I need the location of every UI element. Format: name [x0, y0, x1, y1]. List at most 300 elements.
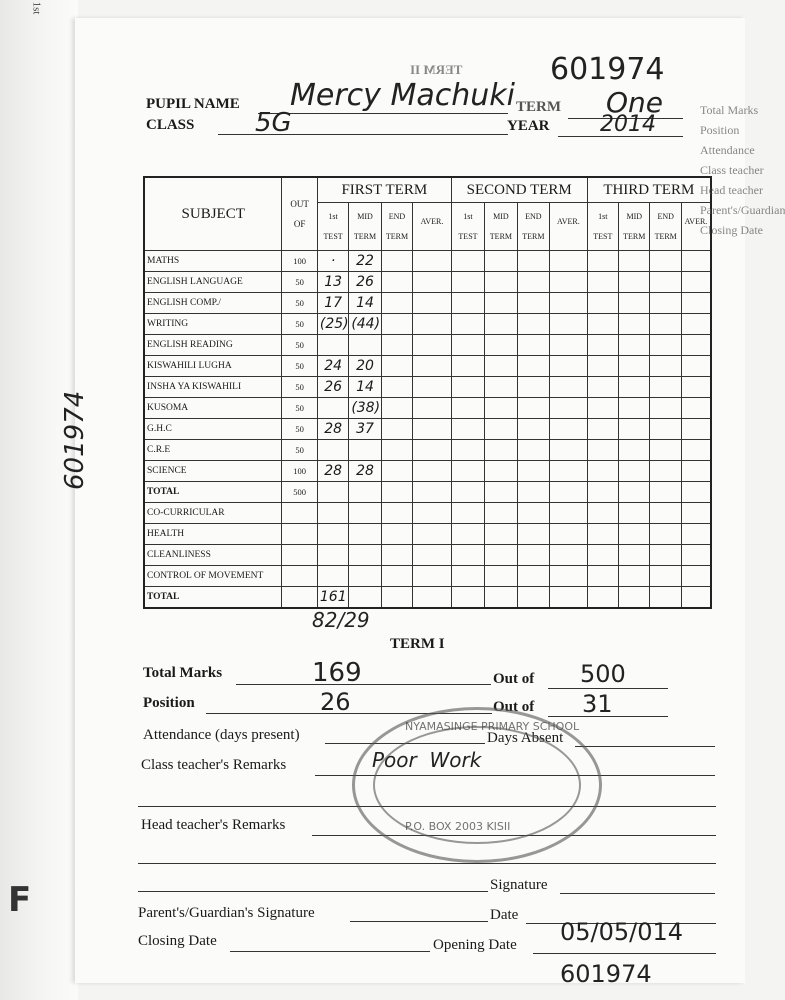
- bleed-line: Head teacher: [700, 183, 763, 197]
- days-absent-rule: [575, 746, 715, 747]
- subject-cell: CLEANLINESS: [144, 545, 282, 566]
- subject-cell: HEALTH: [144, 524, 282, 545]
- mark-cell: [650, 461, 681, 482]
- serial-bottom: 601974: [560, 960, 652, 988]
- table-row: [144, 566, 711, 587]
- subject-cell: MATHS: [144, 251, 282, 272]
- table-row: [144, 482, 711, 503]
- table-row: [144, 398, 711, 419]
- pupil-name-label: PUPIL NAME: [146, 96, 240, 112]
- year-label: YEAR: [507, 118, 550, 134]
- out-of-header: OUT OF: [282, 177, 317, 251]
- mark-cell: [587, 482, 618, 503]
- mark-cell: [451, 335, 484, 356]
- mark-cell: [650, 377, 681, 398]
- subject-header: SUBJECT: [144, 177, 282, 251]
- mid-term-mark: [349, 566, 381, 587]
- mark-cell: [451, 440, 484, 461]
- out-of-label: Out of: [493, 671, 535, 687]
- table-row: [144, 293, 711, 314]
- subject-cell: INSHA YA KISWAHILI: [144, 377, 282, 398]
- mark-cell: [550, 440, 588, 461]
- subject-cell: KUSOMA: [144, 398, 282, 419]
- mark-cell: [587, 293, 618, 314]
- mark-cell: [381, 566, 412, 587]
- mark-cell: [381, 356, 412, 377]
- mark-cell: [381, 335, 412, 356]
- out-of-cell: 50: [282, 293, 317, 314]
- subject-cell: ENGLISH COMP./: [144, 293, 282, 314]
- out-of-cell: 500: [282, 482, 317, 503]
- mark-cell: [413, 503, 452, 524]
- mark-cell: [517, 545, 549, 566]
- sub-column-header: MID TERM: [485, 203, 517, 251]
- mid-term-mark: 26: [349, 272, 381, 293]
- mid-term-mark: [349, 524, 381, 545]
- mark-cell: [619, 461, 650, 482]
- sub-column-header: END TERM: [517, 203, 549, 251]
- first-test-mark: [317, 398, 348, 419]
- sub-column-header: AVER.: [550, 203, 588, 251]
- mark-cell: [619, 566, 650, 587]
- mark-cell: [485, 503, 517, 524]
- out-of-rule: [548, 688, 668, 689]
- mark-cell: [619, 524, 650, 545]
- mark-cell: [619, 251, 650, 272]
- mark-cell: [587, 440, 618, 461]
- mark-cell: [517, 398, 549, 419]
- mark-cell: [413, 545, 452, 566]
- second-term-header: SECOND TERM: [451, 177, 587, 203]
- mark-cell: [650, 314, 681, 335]
- subject-cell: ENGLISH LANGUAGE: [144, 272, 282, 293]
- mark-cell: [619, 377, 650, 398]
- sub-column-header: 1st TEST: [317, 203, 348, 251]
- mark-cell: [381, 398, 412, 419]
- mark-cell: [550, 293, 588, 314]
- mark-cell: [550, 314, 588, 335]
- mark-cell: [550, 419, 588, 440]
- first-test-mark: 28: [317, 419, 348, 440]
- first-test-mark: 161: [317, 587, 348, 609]
- sub-column-header: MID TERM: [619, 203, 650, 251]
- mark-cell: [485, 461, 517, 482]
- subject-cell: G.H.C: [144, 419, 282, 440]
- mark-cell: [451, 587, 484, 609]
- mark-cell: [451, 482, 484, 503]
- table-row: [144, 503, 711, 524]
- mark-cell: [550, 482, 588, 503]
- bleed-line: Parent's/Guardian: [700, 203, 785, 217]
- mark-cell: [413, 587, 452, 609]
- opening-date-label: Opening Date: [433, 937, 517, 953]
- mark-cell: [517, 566, 549, 587]
- mark-cell: [587, 377, 618, 398]
- mark-cell: [381, 293, 412, 314]
- table-row: [144, 377, 711, 398]
- serial-side: 601974: [60, 390, 90, 490]
- sub-column-header: AVER.: [413, 203, 452, 251]
- mark-cell: [517, 419, 549, 440]
- mark-cell: [485, 251, 517, 272]
- out-of-cell: 50: [282, 377, 317, 398]
- table-row: [144, 356, 711, 377]
- table-row: [144, 587, 711, 609]
- out-of-cell: [282, 587, 317, 609]
- mark-cell: [587, 419, 618, 440]
- sub-column-header: 1st TEST: [451, 203, 484, 251]
- out-of-cell: [282, 566, 317, 587]
- mark-cell: [650, 566, 681, 587]
- first-test-mark: [317, 524, 348, 545]
- mark-cell: [451, 251, 484, 272]
- mid-term-mark: (38): [349, 398, 381, 419]
- bleed-line: Total Marks: [700, 103, 759, 117]
- mark-cell: [550, 335, 588, 356]
- margin-tag: 1st: [30, 1, 43, 15]
- mid-term-mark: 20: [349, 356, 381, 377]
- mark-cell: [485, 566, 517, 587]
- mark-cell: [587, 398, 618, 419]
- mid-term-mark: [349, 482, 381, 503]
- mark-cell: [517, 251, 549, 272]
- mark-cell: [381, 377, 412, 398]
- sub-column-header: AVER.: [681, 203, 711, 251]
- marks-table: [143, 176, 712, 609]
- mark-cell: [517, 461, 549, 482]
- head-teacher-label: Head teacher's Remarks: [141, 817, 286, 833]
- subject-cell: ENGLISH READING: [144, 335, 282, 356]
- out-of-value: 500: [580, 660, 626, 688]
- mark-cell: [550, 566, 588, 587]
- mid-term-mark: [349, 587, 381, 609]
- subject-cell: KISWAHILI LUGHA: [144, 356, 282, 377]
- ghost-title: TERM II: [410, 62, 463, 77]
- mark-cell: [381, 272, 412, 293]
- mark-cell: [413, 482, 452, 503]
- mark-cell: [517, 314, 549, 335]
- mark-cell: [587, 545, 618, 566]
- mark-cell: [485, 482, 517, 503]
- mark-cell: [587, 356, 618, 377]
- mark-cell: [550, 503, 588, 524]
- page-left-edge: [0, 0, 78, 1000]
- mark-cell: [587, 524, 618, 545]
- mid-term-mark: [349, 545, 381, 566]
- mark-cell: [550, 461, 588, 482]
- mid-term-mark: [349, 503, 381, 524]
- stamp-top-text: NYAMASINGE PRIMARY SCHOOL: [405, 720, 580, 733]
- mark-cell: [650, 482, 681, 503]
- mark-cell: [451, 545, 484, 566]
- signature-rule: [560, 893, 715, 894]
- sub-column-header: END TERM: [381, 203, 412, 251]
- sub-column-header: MID TERM: [349, 203, 381, 251]
- signature-label: Signature: [490, 877, 548, 893]
- mark-cell: [485, 587, 517, 609]
- mark-cell: [650, 440, 681, 461]
- mark-cell: [550, 356, 588, 377]
- table-row: [144, 524, 711, 545]
- mark-cell: [650, 524, 681, 545]
- out-of-cell: 100: [282, 251, 317, 272]
- first-term-header: FIRST TERM: [317, 177, 451, 203]
- mark-cell: [451, 377, 484, 398]
- position-out-of-label: Out of: [493, 699, 535, 715]
- mark-cell: [619, 335, 650, 356]
- first-test-mark: [317, 566, 348, 587]
- mark-cell: [619, 419, 650, 440]
- signature-left-rule: [138, 891, 488, 892]
- out-of-cell: [282, 545, 317, 566]
- subject-cell: SCIENCE: [144, 461, 282, 482]
- mark-cell: [650, 335, 681, 356]
- mark-cell: [381, 419, 412, 440]
- mark-cell: [619, 398, 650, 419]
- mark-cell: [381, 314, 412, 335]
- table-row: [144, 335, 711, 356]
- table-row: [144, 314, 711, 335]
- table-row: [144, 251, 711, 272]
- first-test-mark: [317, 482, 348, 503]
- bleed-line: Closing Date: [700, 223, 763, 237]
- mark-cell: [381, 587, 412, 609]
- table-row: [144, 440, 711, 461]
- mark-cell: [517, 356, 549, 377]
- out-of-cell: 100: [282, 461, 317, 482]
- mark-cell: [587, 335, 618, 356]
- mark-cell: [413, 377, 452, 398]
- mark-cell: [485, 545, 517, 566]
- mark-cell: [485, 524, 517, 545]
- subject-cell: WRITING: [144, 314, 282, 335]
- parent-signature-label: Parent's/Guardian's Signature: [138, 905, 315, 921]
- mark-cell: [485, 419, 517, 440]
- mark-cell: [650, 356, 681, 377]
- total-marks-label: Total Marks: [143, 665, 223, 681]
- out-of-cell: 50: [282, 419, 317, 440]
- mark-cell: [619, 314, 650, 335]
- attendance-label: Attendance (days present): [143, 727, 300, 743]
- first-test-mark: [317, 503, 348, 524]
- pupil-name-rule: [258, 113, 508, 114]
- out-of-cell: [282, 503, 317, 524]
- mark-cell: [550, 524, 588, 545]
- mark-cell: [619, 440, 650, 461]
- first-test-mark: [317, 440, 348, 461]
- mark-cell: [381, 251, 412, 272]
- out-of-cell: 50: [282, 335, 317, 356]
- mark-cell: [451, 293, 484, 314]
- mark-cell: [587, 503, 618, 524]
- mark-cell: [451, 356, 484, 377]
- mark-cell: [517, 482, 549, 503]
- first-test-mark: 28: [317, 461, 348, 482]
- binding-clip-mark: F: [8, 880, 32, 920]
- out-of-cell: [282, 524, 317, 545]
- mark-cell: [619, 356, 650, 377]
- mark-cell: [451, 419, 484, 440]
- table-row: [144, 461, 711, 482]
- marks-body: [144, 251, 711, 609]
- mark-cell: [413, 524, 452, 545]
- subject-cell: TOTAL: [144, 482, 282, 503]
- total-marks-rule: [236, 684, 491, 685]
- class-value: 5G: [255, 108, 292, 138]
- class-teacher-value: Poor Work: [372, 748, 482, 772]
- subject-cell: CONTROL OF MOVEMENT: [144, 566, 282, 587]
- subject-cell: TOTAL: [144, 587, 282, 609]
- mark-cell: [550, 272, 588, 293]
- year-value: 2014: [600, 112, 656, 137]
- bleed-through-text: [700, 100, 785, 660]
- mark-cell: [619, 587, 650, 609]
- mark-cell: [650, 419, 681, 440]
- mark-cell: [451, 503, 484, 524]
- first-test-mark: 17: [317, 293, 348, 314]
- mark-cell: [381, 482, 412, 503]
- mark-cell: [550, 377, 588, 398]
- mark-cell: [619, 545, 650, 566]
- mark-cell: [517, 440, 549, 461]
- mark-cell: [517, 503, 549, 524]
- sub-column-header: END TERM: [650, 203, 681, 251]
- serial-top: 601974: [550, 52, 665, 87]
- subject-cell: C.R.E: [144, 440, 282, 461]
- mark-cell: [550, 398, 588, 419]
- mark-cell: [485, 293, 517, 314]
- first-test-mark: 13: [317, 272, 348, 293]
- mid-term-mark: 28: [349, 461, 381, 482]
- subject-cell: CO-CURRICULAR: [144, 503, 282, 524]
- table-row: [144, 419, 711, 440]
- mark-cell: [587, 587, 618, 609]
- blank-rule-2: [138, 863, 716, 864]
- mark-cell: [619, 293, 650, 314]
- mark-cell: [650, 272, 681, 293]
- mark-cell: [381, 503, 412, 524]
- term-label: TERM: [516, 99, 561, 115]
- position-out-of-value: 31: [582, 690, 613, 718]
- mid-term-mark: 37: [349, 419, 381, 440]
- mark-cell: [451, 566, 484, 587]
- mid-term-mark: 14: [349, 377, 381, 398]
- out-of-cell: 50: [282, 272, 317, 293]
- mark-cell: [413, 251, 452, 272]
- mark-cell: [485, 314, 517, 335]
- first-test-mark: [317, 545, 348, 566]
- mark-cell: [587, 461, 618, 482]
- term-value: One: [606, 86, 664, 119]
- out-of-cell: 50: [282, 398, 317, 419]
- mark-cell: [451, 398, 484, 419]
- parent-signature-rule: [350, 921, 488, 922]
- mark-cell: [517, 335, 549, 356]
- mark-cell: [650, 293, 681, 314]
- class-teacher-label: Class teacher's Remarks: [141, 757, 287, 773]
- closing-date-rule: [230, 951, 430, 952]
- out-of-cell: 50: [282, 356, 317, 377]
- mark-cell: [485, 335, 517, 356]
- mark-cell: [550, 545, 588, 566]
- stamp-bottom-text: P.O. BOX 2003 KISII: [405, 820, 511, 833]
- mark-cell: [413, 461, 452, 482]
- mark-cell: [485, 356, 517, 377]
- mark-cell: [451, 461, 484, 482]
- date-label: Date: [490, 907, 519, 923]
- first-test-mark: (25): [317, 314, 348, 335]
- fraction-note: 82/29: [312, 608, 370, 632]
- first-test-mark: 26: [317, 377, 348, 398]
- mark-cell: [451, 524, 484, 545]
- mark-cell: [650, 251, 681, 272]
- closing-date-label: Closing Date: [138, 933, 217, 949]
- mark-cell: [619, 503, 650, 524]
- table-row: [144, 272, 711, 293]
- out-of-cell: 50: [282, 440, 317, 461]
- mark-cell: [517, 524, 549, 545]
- position-label: Position: [143, 695, 195, 711]
- mark-cell: [413, 440, 452, 461]
- mark-cell: [381, 440, 412, 461]
- mid-term-mark: [349, 440, 381, 461]
- mark-cell: [650, 503, 681, 524]
- bleed-line: Attendance: [700, 143, 755, 157]
- total-marks-value: 169: [312, 658, 362, 688]
- mark-cell: [650, 398, 681, 419]
- bleed-line: Position: [700, 123, 740, 137]
- mark-cell: [413, 356, 452, 377]
- pupil-name-value: Mercy Machuki: [290, 78, 515, 113]
- mark-cell: [550, 587, 588, 609]
- opening-date-rule: [533, 953, 716, 954]
- mark-cell: [413, 314, 452, 335]
- mark-cell: [517, 587, 549, 609]
- mark-cell: [485, 377, 517, 398]
- mark-cell: [587, 272, 618, 293]
- mark-cell: [517, 377, 549, 398]
- out-of-cell: 50: [282, 314, 317, 335]
- mark-cell: [619, 482, 650, 503]
- mark-cell: [413, 272, 452, 293]
- mark-cell: [517, 272, 549, 293]
- mark-cell: [485, 440, 517, 461]
- mark-cell: [413, 419, 452, 440]
- mark-cell: [619, 272, 650, 293]
- mark-cell: [587, 566, 618, 587]
- mark-cell: [451, 314, 484, 335]
- days-absent-label: Days Absent: [487, 730, 564, 746]
- sub-column-header: 1st TEST: [587, 203, 618, 251]
- first-test-mark: ·: [317, 251, 348, 272]
- first-test-mark: [317, 335, 348, 356]
- mark-cell: [587, 314, 618, 335]
- position-value: 26: [320, 688, 351, 716]
- mark-cell: [550, 251, 588, 272]
- mark-cell: [485, 272, 517, 293]
- mark-cell: [650, 587, 681, 609]
- mid-term-mark: 22: [349, 251, 381, 272]
- third-term-header: THIRD TERM: [587, 177, 711, 203]
- mark-cell: [413, 293, 452, 314]
- class-label: CLASS: [146, 117, 195, 133]
- mark-cell: [413, 566, 452, 587]
- mark-cell: [451, 272, 484, 293]
- mark-cell: [381, 524, 412, 545]
- mid-term-mark: 14: [349, 293, 381, 314]
- mid-term-mark: (44): [349, 314, 381, 335]
- mark-cell: [413, 335, 452, 356]
